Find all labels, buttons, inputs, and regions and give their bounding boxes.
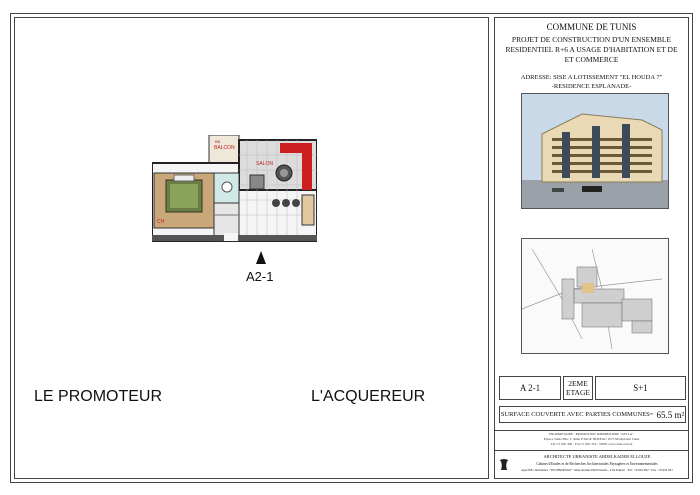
site-plan-thumbnail [521,238,669,354]
surface-row [499,406,686,423]
address-line-2: -RESIDENCE ESPLANADE- [551,83,632,90]
promoter-line-3: Tél.:71 905 300 - Fax:71 905 316 - WEB: www.attia.com.tn [550,442,633,446]
architect-logo-icon [499,458,509,472]
promoter-line-2: Espace Tunis Bloc C 3ème ETAGE BUREAU 1073 Montplaisir Tunis [543,437,640,441]
surface-value: 65.5 m² [656,409,685,420]
plan-panel [14,17,489,479]
promoteur-signature-label: LE PROMOTEUR [34,388,163,405]
project-title: PROJET DE CONSTRUCTION D'UN ENSEMBLE RESIDENTIEL R+6 A USAGE D'HABITATION ET DE ET COMMERCE [505,35,678,64]
unit-cell: A 2-1 [499,376,561,400]
floor-cell: 2EME ETAGE [563,376,593,400]
surface-label: SURFACE COUVERTE AVEC PARTIES COMMUNES= [500,411,654,418]
architect-line-3: Appt B31, Résidence "TECHNOPOLE" 7ème Avenue Hédi Nouira - Cité Ennasr · Tél : 70 932 962 · Fax : 70 932 961 [521,468,673,472]
commune-title: COMMUNE DE TUNIS [546,22,637,32]
divider [495,450,688,451]
type-cell: S+1 [595,376,686,400]
architect-line-2: Cabinet d'Etudes et de Recherches Architecturales Paysagères et Environnementales [536,462,658,466]
balcon-label: BALCON [214,145,235,151]
acquereur-signature-label: L'ACQUEREUR [311,388,426,405]
promoter-line-1: PROPRIETAIRE : PROMOTION IMMOBILIERE "ATTI-A" [549,432,634,436]
unit-label: A2-1 [246,269,274,284]
title-block [494,17,689,479]
entrance-arrow-icon [256,251,266,264]
salon-label: SALON [256,161,273,167]
building-rendering [521,93,669,209]
unit-info-row [499,376,686,402]
svg-text:BB: BB [215,139,221,144]
apartment-floor-plan [152,135,317,243]
divider [495,430,688,431]
address-line-1: ADRESSE: SISE A LOTISSEMENT "EL HOUDA 7" [520,74,663,81]
architect-line-1: ARCHITECTE URBANISTE ABDELKADER ELLOUZE [543,454,651,459]
chambre-label: CH [157,219,165,225]
